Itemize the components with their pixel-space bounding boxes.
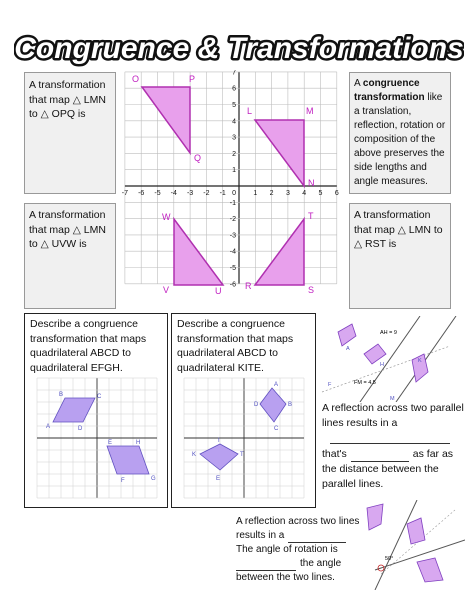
triangle-uvw-shape <box>174 219 223 285</box>
small-grid-kite <box>184 378 304 498</box>
figure-quad-1 <box>338 324 356 346</box>
label-a-mid: A <box>274 382 279 388</box>
quad-abcd-left <box>53 398 95 422</box>
fig-label-k: K <box>418 358 422 364</box>
reflection-int-theangle: the angle <box>300 558 342 569</box>
y-tick-label: -2 <box>229 216 236 224</box>
fig-label-m: M <box>390 396 395 402</box>
figure-quad-2 <box>364 344 386 364</box>
box-lmn-to-opq <box>24 72 116 194</box>
y-tick-label: -6 <box>229 281 236 289</box>
small-plane-efgh <box>31 376 163 500</box>
fig-label-h: H <box>380 362 384 368</box>
quad-abcd-mid <box>260 388 286 422</box>
label-e-left: E <box>108 440 113 446</box>
reflection-parallel-row2 <box>322 447 467 462</box>
title-text: Congruence & Transformations <box>14 32 464 65</box>
vertex-v: V <box>163 285 170 295</box>
x-tick-label: -3 <box>186 190 194 197</box>
intersecting-lines-figure <box>355 500 465 590</box>
triangle-opq-shape <box>142 87 190 153</box>
triangle-lmn-shape <box>255 120 304 186</box>
coordinate-plane <box>118 70 348 300</box>
x-tick-label: 3 <box>285 190 290 197</box>
x-tick-label: 4 <box>302 190 307 197</box>
box-lmn-to-rst-text: A transformation that map △ LMN to △ RST is <box>354 209 443 250</box>
label-d-left: D <box>78 426 83 432</box>
y-tick-label: -1 <box>229 199 236 207</box>
fig-label-a: A <box>346 346 350 352</box>
reflection-parallel-line1: A reflection across two parallel lines results in a <box>322 402 464 429</box>
describe-efgh-box <box>24 313 168 508</box>
reflection-int-line5: between the two lines. <box>236 572 335 583</box>
vertex-w: W <box>162 212 171 222</box>
x-tick-label: 1 <box>253 190 258 197</box>
def-pre: A <box>354 78 363 89</box>
box-lmn-to-uvw <box>24 203 116 309</box>
y-tick-label: 3 <box>232 134 236 142</box>
y-tick-label: 4 <box>232 118 236 126</box>
box-lmn-to-uvw-text: A transformation that map △ LMN to △ UVW is <box>29 209 106 250</box>
box-congruence-def <box>349 72 451 194</box>
describe-kite-text: Describe a congruence transformation that maps quadrilateral ABCD to quadrilateral KITE. <box>177 318 294 374</box>
vertex-l: L <box>247 106 253 116</box>
y-tick-label: 7 <box>232 70 236 77</box>
label-h-left: H <box>136 440 141 446</box>
answer-blank-3[interactable] <box>288 531 346 543</box>
y-tick-label: 5 <box>232 102 236 109</box>
title-art <box>14 28 464 68</box>
reflection-int-line3: The angle of rotation is <box>236 544 338 555</box>
answer-blank-1[interactable] <box>330 431 450 444</box>
answer-blank-4[interactable] <box>236 559 296 571</box>
describe-kite-box <box>171 313 316 508</box>
label-b-mid: B <box>288 402 293 408</box>
vertex-n: N <box>308 178 315 188</box>
vertex-s: S <box>308 285 315 295</box>
vertex-q: Q <box>194 153 202 163</box>
ah-measure: AH = 9 <box>380 330 397 336</box>
reflection-parallel-blank-row1 <box>330 431 467 444</box>
label-d-mid: D <box>254 402 259 408</box>
vertex-u: U <box>215 286 222 296</box>
y-tick-label: 1 <box>232 167 236 175</box>
y-tick-label: -3 <box>229 232 236 240</box>
box-congruence-def-text <box>350 73 450 193</box>
y-tick-label: -4 <box>229 248 236 256</box>
answer-blank-2[interactable] <box>351 449 409 462</box>
def-bold: congruence transformation <box>354 78 425 103</box>
reflection-parallel-asfaras: as far as <box>412 448 454 460</box>
label-c-mid: C <box>274 426 279 432</box>
label-a-left: A <box>46 424 51 430</box>
parallel-lines-figure <box>320 316 460 402</box>
x-tick-label: -5 <box>154 190 161 197</box>
label-k-mid: K <box>192 452 197 458</box>
label-t-mid: T <box>240 452 244 458</box>
x-tick-label: -2 <box>203 190 210 197</box>
triangle-rst-shape <box>255 219 304 285</box>
y-tick-label: 6 <box>232 85 236 93</box>
vertex-o: O <box>132 74 140 84</box>
reflection-parallel-text <box>322 401 467 492</box>
parallel-line-2 <box>396 316 456 402</box>
x-tick-label: 6 <box>334 190 339 197</box>
reflection-intersecting-text <box>236 515 366 585</box>
label-b-left: B <box>59 392 64 398</box>
label-c-left: C <box>97 394 102 400</box>
reflection-parallel-line3: the distance between the parallel lines. <box>322 463 439 490</box>
vertex-m: M <box>306 106 314 116</box>
label-e-mid: E <box>216 476 221 482</box>
y-tick-label: -5 <box>229 265 236 272</box>
quad-kite <box>200 444 238 470</box>
box-lmn-to-opq-text: A transformation that map △ LMN to △ OPQ is <box>29 79 106 120</box>
def-post: like a translation, reflection, rotation or composition of the above preserves the side lengths and angle measures. <box>354 92 446 187</box>
worksheet-title <box>14 28 464 68</box>
describe-efgh-text: Describe a congruence transformation that maps quadrilateral ABCD to quadrilateral EFGH. <box>30 318 147 374</box>
x-tick-label: -4 <box>170 190 177 197</box>
fm-measure: FM = 4.5 <box>354 380 376 386</box>
vertex-t: T <box>308 211 314 221</box>
reflection-int-row2 <box>236 529 366 543</box>
reflection-int-row4 <box>236 557 366 571</box>
x-tick-label: -1 <box>219 190 226 197</box>
int-quad-3 <box>417 558 443 582</box>
label-i-mid: I <box>218 438 220 444</box>
y-tick-label: 2 <box>232 150 236 158</box>
label-g-left: G <box>151 476 156 482</box>
angle-label: 50° <box>385 556 394 562</box>
label-f-left: F <box>121 478 125 484</box>
reflection-int-line1: A reflection across two lines <box>236 516 360 527</box>
x-tick-label: 5 <box>318 190 323 197</box>
vertex-p: P <box>189 74 196 84</box>
fig-label-f: F <box>328 382 332 388</box>
reflection-int-resultsin: results in a <box>236 530 285 541</box>
vertex-r: R <box>245 281 252 291</box>
int-quad-1 <box>367 504 383 530</box>
x-tick-label: 2 <box>269 190 274 197</box>
triangle-opq <box>132 74 201 163</box>
box-lmn-to-rst <box>349 203 451 309</box>
reflection-parallel-thats: that's <box>322 448 347 460</box>
origin-label: 0 <box>232 190 236 197</box>
int-quad-2 <box>407 518 425 544</box>
x-tick-label: -7 <box>121 190 129 197</box>
small-plane-kite <box>178 376 310 500</box>
triangle-uvw <box>162 212 223 296</box>
x-tick-label: -6 <box>138 190 145 197</box>
